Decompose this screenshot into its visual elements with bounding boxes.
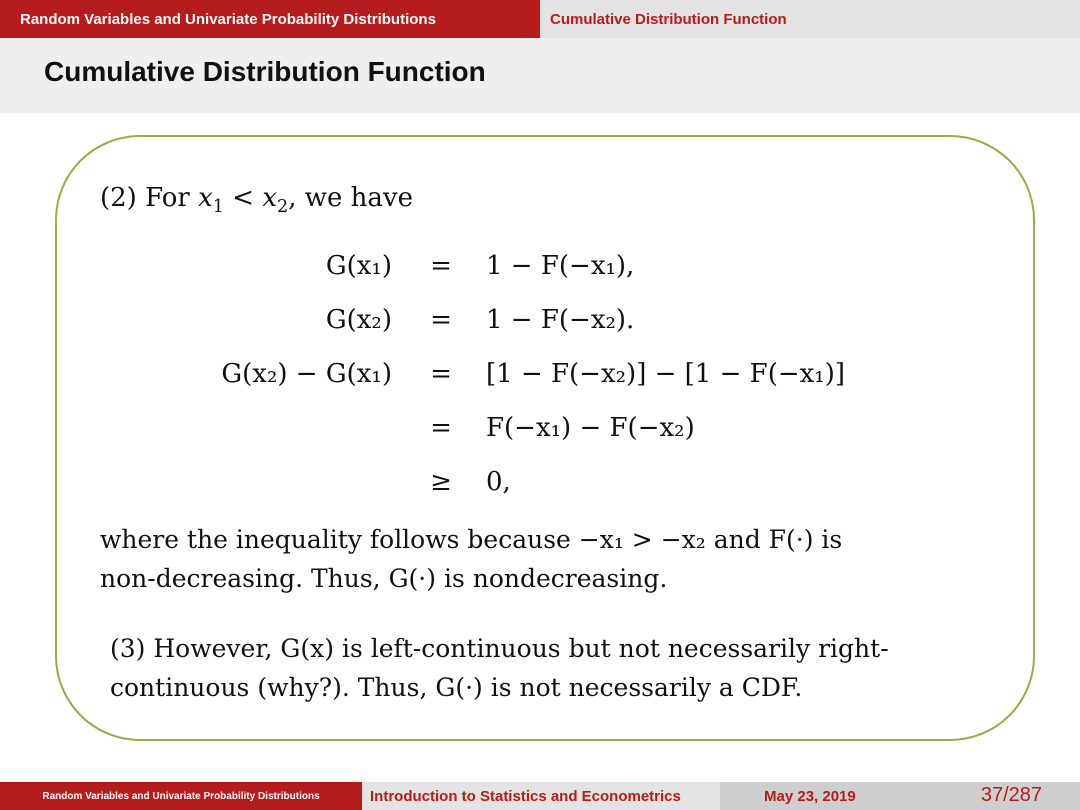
- equation-relation: =: [430, 251, 452, 281]
- equation-row: [0, 405, 1080, 459]
- where-text-line-1: where the inequality follows because −x₁ > −x₂ and F(·) is: [100, 525, 843, 554]
- equation-row: [0, 351, 1080, 405]
- nav-subsection-label: Cumulative Distribution Function: [550, 10, 787, 28]
- intro-sub-2: 2: [276, 197, 289, 218]
- nav-section-label: Random Variables and Univariate Probability Distributions: [20, 10, 436, 28]
- equation-relation: ≥: [430, 467, 452, 497]
- equation-relation: =: [430, 305, 452, 335]
- where-text-line-2: non-decreasing. Thus, G(·) is nondecreasing.: [100, 564, 668, 593]
- point3-line-2: continuous (why?). Thus, G(·) is not necessarily a CDF.: [110, 673, 803, 702]
- footer-course: Introduction to Statistics and Econometrics: [362, 782, 720, 810]
- equation-lhs: G(x₁): [325, 251, 392, 281]
- equation-rhs: 1 − F(−x₁),: [486, 251, 635, 281]
- intro-line: [100, 180, 413, 216]
- equation-lhs: G(x₂) − G(x₁): [221, 359, 392, 389]
- footer-date: May 23, 2019: [764, 788, 856, 805]
- intro-less-than: <: [223, 183, 263, 213]
- equation-rhs: 1 − F(−x₂).: [486, 305, 635, 335]
- equation-rhs: [1 − F(−x₂)] − [1 − F(−x₁)]: [486, 359, 845, 389]
- equation-relation: =: [430, 413, 452, 443]
- page-number: 37/287: [980, 784, 1042, 806]
- nav-section-link[interactable]: [0, 0, 540, 38]
- equation-rhs: F(−x₁) − F(−x₂): [486, 413, 695, 443]
- intro-sub-1: 1: [212, 197, 224, 218]
- footer-date-page: [720, 782, 1080, 810]
- frame-title-bar: [0, 38, 1080, 113]
- point3-line-1: (3) However, G(x) is left-continuous but not necessarily right-: [110, 634, 889, 663]
- page-title: Cumulative Distribution Function: [44, 56, 486, 87]
- intro-var-x2: x: [262, 183, 277, 213]
- equation-row: [0, 297, 1080, 351]
- equation-rhs: 0,: [486, 467, 511, 497]
- intro-tail: , we have: [288, 183, 413, 213]
- intro-lead: (2) For: [100, 183, 199, 213]
- intro-var-x1: x: [198, 183, 213, 213]
- top-navigation-bar: [0, 0, 1080, 38]
- footer-bar: [0, 782, 1080, 810]
- equation-lhs: G(x₂): [325, 305, 392, 335]
- nav-subsection-link[interactable]: [540, 0, 1080, 38]
- equation-relation: =: [430, 359, 452, 389]
- footer-section: Random Variables and Univariate Probability Distributions: [0, 782, 362, 810]
- equation-row: [0, 459, 1080, 513]
- equation-row: [0, 243, 1080, 297]
